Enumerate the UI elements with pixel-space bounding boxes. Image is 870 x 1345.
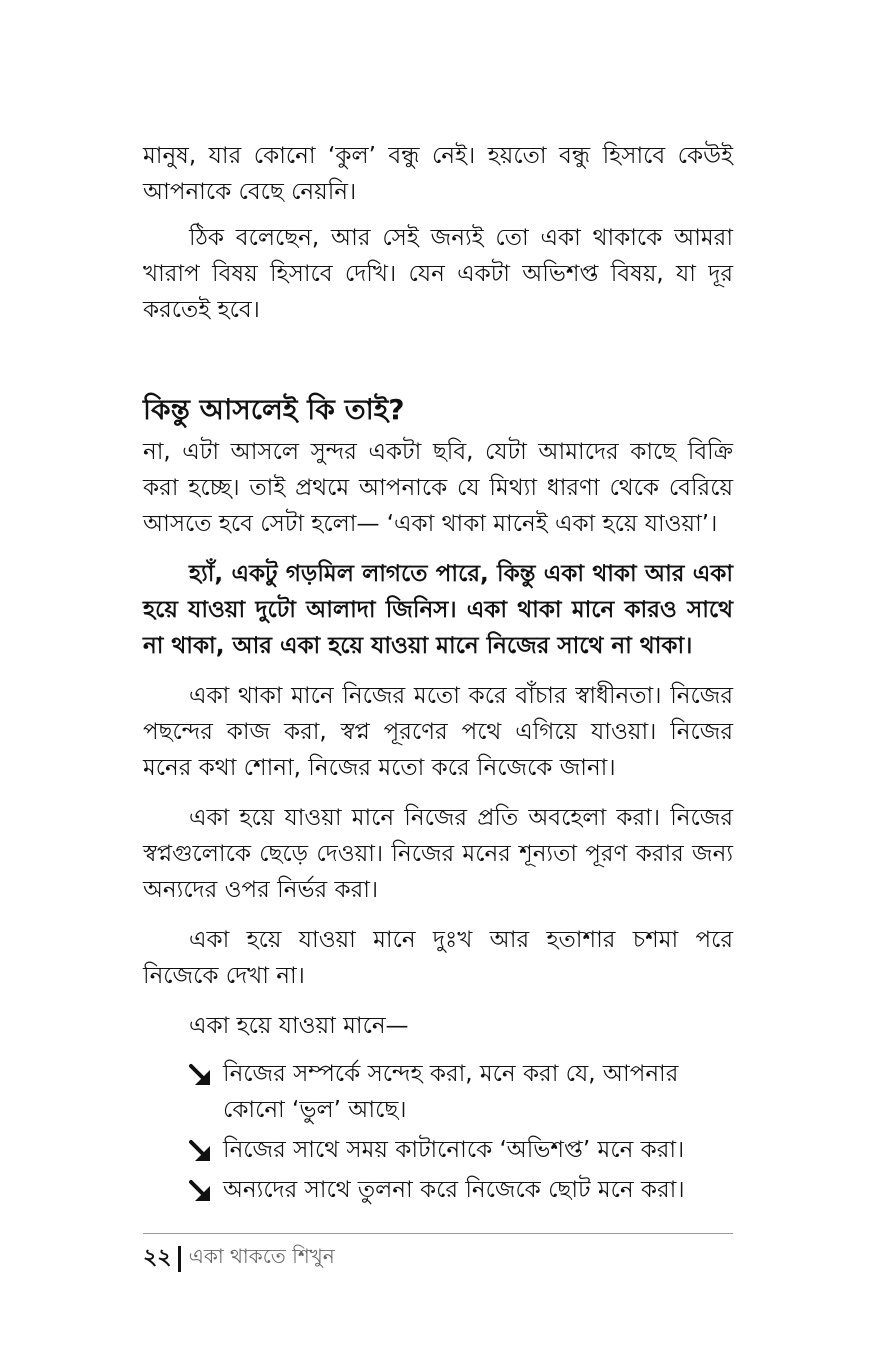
running-book-title: একা থাকতে শিখুন bbox=[188, 1244, 335, 1268]
paragraph-list-intro: একা হয়ে যাওয়া মানে— bbox=[189, 1013, 409, 1039]
list-item bbox=[143, 1172, 733, 1208]
bullet-list bbox=[143, 1056, 733, 1208]
list-item bbox=[143, 1056, 733, 1128]
page-number: ২২ bbox=[143, 1245, 172, 1270]
list-item-text: নিজের সাথে সময় কাটানোকে ‘অভিশপ্ত’ মনে করা। bbox=[223, 1137, 685, 1163]
list-item bbox=[143, 1132, 733, 1168]
paragraph-continuation: মানুষ, যার কোনো ‘কুল’ বন্ধু নেই। হয়তো বন্ধু হিসাবে কেউই আপনাকে বেছে নেয়নি। bbox=[143, 143, 733, 205]
arrow-down-right-icon bbox=[187, 1062, 213, 1088]
list-item-text: নিজের সম্পর্কে সন্দেহ করা, মনে করা যে, আপনার কোনো ‘ভুল’ আছে। bbox=[223, 1061, 679, 1123]
paragraph-bold: হ্যাঁ, একটু গড়মিল লাগতে পারে, কিন্তু একা থাকা আর একা হয়ে যাওয়া দুটো আলাদা জিনিস। একা থাকা মানে কারও সাথে না থাকা, আর একা হয়ে যাওয়া মানে নিজের সাথে না থাকা। bbox=[143, 561, 733, 659]
paragraph: একা থাকা মানে নিজের মতো করে বাঁচার স্বাধীনতা। নিজের পছন্দের কাজ করা, স্বপ্ন পূরণের পথে এগিয়ে যাওয়া। নিজের মনের কথা শোনা, নিজের মতো করে নিজেকে জানা। bbox=[143, 683, 733, 781]
paragraph: একা হয়ে যাওয়া মানে দুঃখ আর হতাশার চশমা পরে নিজেকে দেখা না। bbox=[143, 927, 733, 989]
section-heading: কিন্তু আসলেই কি তাই? bbox=[143, 393, 405, 426]
list-item-text: অন্যদের সাথে তুলনা করে নিজেকে ছোট মনে করা। bbox=[223, 1177, 685, 1203]
paragraph: না, এটা আসলে সুন্দর একটা ছবি, যেটা আমাদের কাছে বিক্রি করা হচ্ছে। তাই প্রথমে আপনাকে যে মিথ্যা ধারণা থেকে বেরিয়ে আসতে হবে সেটা হলো— ‘একা থাকা মানেই একা হয়ে যাওয়া’। bbox=[143, 439, 733, 537]
page-footer bbox=[143, 1233, 733, 1277]
paragraph: ঠিক বলেছেন, আর সেই জন্যই তো একা থাকাকে আমরা খারাপ বিষয় হিসাবে দেখি। যেন একটা অভিশপ্ত বিষয়, যা দূর করতেই হবে। bbox=[143, 225, 733, 323]
paragraph: একা হয়ে যাওয়া মানে নিজের প্রতি অবহেলা করা। নিজের স্বপ্নগুলোকে ছেড়ে দেওয়া। নিজের মনের শূন্যতা পূরণ করার জন্য অন্যদের ওপর নির্ভর করা। bbox=[143, 805, 733, 903]
footer-divider bbox=[178, 1246, 181, 1272]
arrow-down-right-icon bbox=[187, 1178, 213, 1204]
page-body bbox=[143, 138, 733, 1212]
arrow-down-right-icon bbox=[187, 1138, 213, 1164]
